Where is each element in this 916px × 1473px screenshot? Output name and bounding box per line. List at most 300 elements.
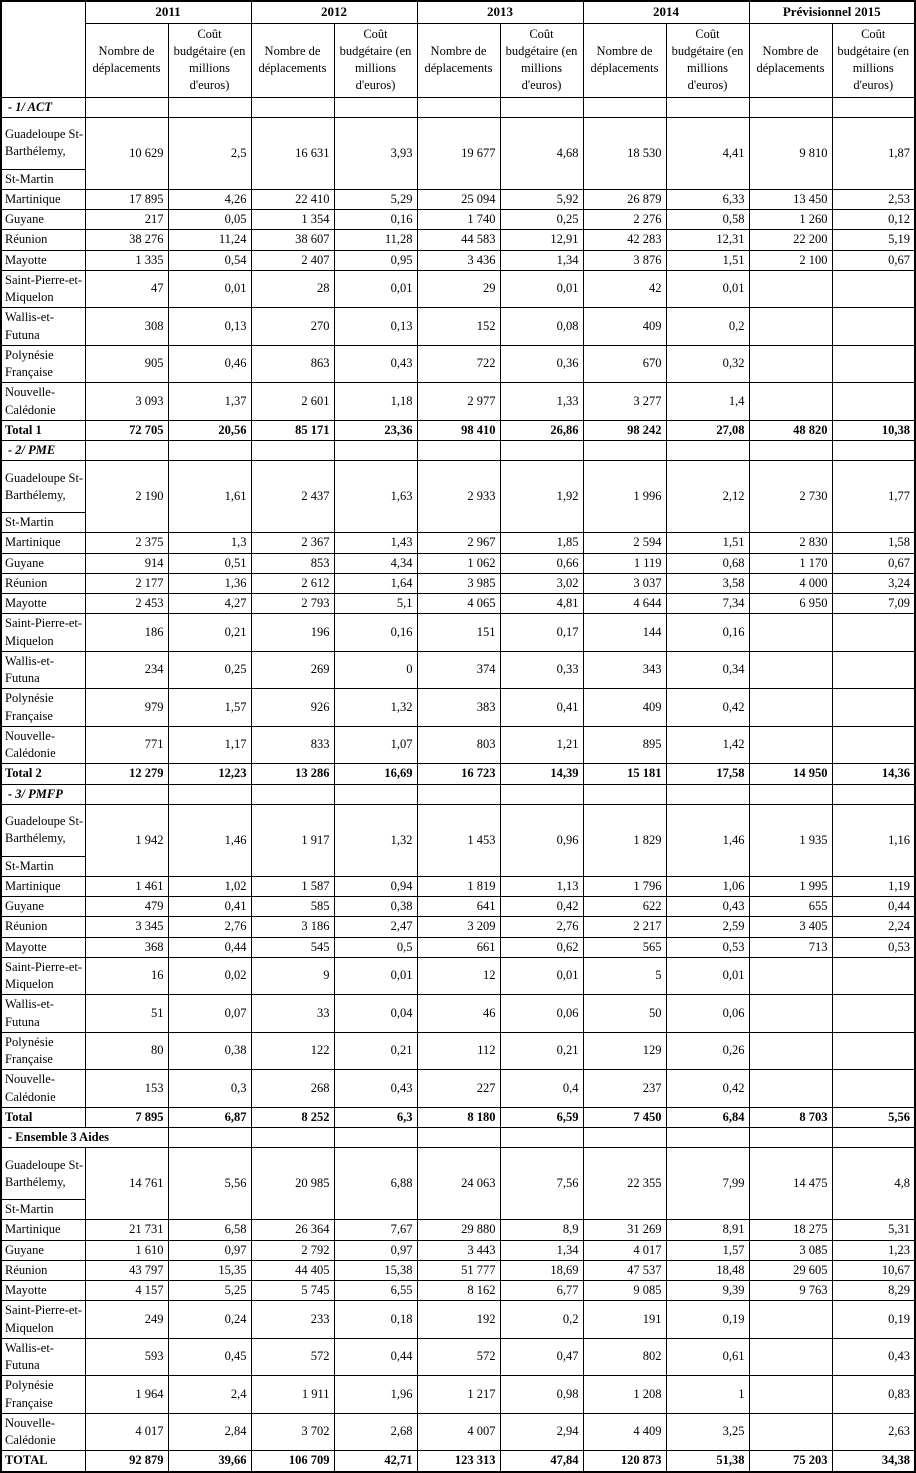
value-cell: 1,34 <box>500 250 583 270</box>
value-cell: 0,01 <box>500 957 583 995</box>
empty-cell <box>168 97 251 117</box>
value-cell: 11,28 <box>334 230 417 250</box>
total-value-cell: 6,3 <box>334 1107 417 1127</box>
row-label: Réunion <box>1 917 85 937</box>
row-label: Saint-Pierre-et-Miquelon <box>1 1301 85 1339</box>
value-cell: 853 <box>251 553 334 573</box>
value-cell: 1,4 <box>666 383 749 421</box>
value-cell: 6,77 <box>500 1281 583 1301</box>
table-row <box>1 1413 915 1451</box>
total-label: TOTAL <box>1 1451 85 1472</box>
value-cell: 3,93 <box>334 117 417 189</box>
value-cell: 2,5 <box>168 117 251 189</box>
empty-cell <box>168 441 251 461</box>
row-label: Nouvelle-Calédonie <box>1 383 85 421</box>
value-cell <box>832 308 915 346</box>
value-cell: 5,31 <box>832 1220 915 1240</box>
total-value-cell: 14,36 <box>832 764 915 784</box>
empty-cell <box>749 784 832 804</box>
table-row <box>1 1281 915 1301</box>
empty-cell <box>417 784 500 804</box>
value-cell: 0,4 <box>500 1070 583 1108</box>
value-cell: 5 745 <box>251 1281 334 1301</box>
value-cell: 191 <box>583 1301 666 1339</box>
total-value-cell: 106 709 <box>251 1451 334 1472</box>
value-cell: 1,46 <box>666 804 749 876</box>
value-cell: 0,16 <box>334 614 417 652</box>
value-cell: 234 <box>85 651 168 689</box>
table-row <box>1 804 915 876</box>
table-row <box>1 573 915 593</box>
value-cell: 1 740 <box>417 210 500 230</box>
value-cell: 1,43 <box>334 533 417 553</box>
value-cell <box>832 614 915 652</box>
value-cell: 3 702 <box>251 1413 334 1451</box>
value-cell: 0,01 <box>500 270 583 308</box>
value-cell: 28 <box>251 270 334 308</box>
total-value-cell: 17,58 <box>666 764 749 784</box>
value-cell: 1,16 <box>832 804 915 876</box>
value-cell: 1,32 <box>334 804 417 876</box>
value-cell: 905 <box>85 345 168 383</box>
value-cell: 16 <box>85 957 168 995</box>
empty-cell <box>417 97 500 117</box>
value-cell: 0,01 <box>168 270 251 308</box>
table-row <box>1 308 915 346</box>
value-cell: 0,06 <box>666 995 749 1033</box>
value-cell: 1 829 <box>583 804 666 876</box>
value-cell: 0,19 <box>666 1301 749 1339</box>
value-cell <box>832 1070 915 1108</box>
value-cell: 0,45 <box>168 1338 251 1376</box>
value-cell: 0 <box>334 651 417 689</box>
row-label: Saint-Pierre-et-Miquelon <box>1 957 85 995</box>
table-row <box>1 689 915 727</box>
empty-cell <box>500 441 583 461</box>
value-cell: 12,31 <box>666 230 749 250</box>
value-cell: 46 <box>417 995 500 1033</box>
row-label-split <box>1 117 85 189</box>
empty-cell <box>666 1128 749 1148</box>
value-cell: 1 217 <box>417 1376 500 1414</box>
row-label: Mayotte <box>1 1281 85 1301</box>
value-cell: 50 <box>583 995 666 1033</box>
value-cell: 0,61 <box>666 1338 749 1376</box>
value-cell: 0,18 <box>334 1301 417 1339</box>
total-value-cell: 8 252 <box>251 1107 334 1127</box>
year-header: 2011 <box>85 1 251 23</box>
value-cell: 2 367 <box>251 533 334 553</box>
value-cell: 1 170 <box>749 553 832 573</box>
value-cell: 196 <box>251 614 334 652</box>
value-cell <box>832 345 915 383</box>
value-cell: 6,33 <box>666 189 749 209</box>
value-cell: 0,21 <box>500 1032 583 1070</box>
value-cell: 2 594 <box>583 533 666 553</box>
value-cell: 7,67 <box>334 1220 417 1240</box>
value-cell: 914 <box>85 553 168 573</box>
value-cell: 47 <box>85 270 168 308</box>
value-cell: 3 209 <box>417 917 500 937</box>
value-cell: 8,29 <box>832 1281 915 1301</box>
value-cell: 0,16 <box>334 210 417 230</box>
value-cell: 0,3 <box>168 1070 251 1108</box>
value-cell: 10 629 <box>85 117 168 189</box>
row-label: Mayotte <box>1 937 85 957</box>
empty-cell <box>334 97 417 117</box>
value-cell: 3 436 <box>417 250 500 270</box>
table-row <box>1 533 915 553</box>
value-cell: 803 <box>417 726 500 764</box>
table-row <box>1 553 915 573</box>
row-label: Saint-Pierre-et-Miquelon <box>1 614 85 652</box>
total-value-cell: 51,38 <box>666 1451 749 1472</box>
table-row <box>1 345 915 383</box>
value-cell: 25 094 <box>417 189 500 209</box>
value-cell: 0,43 <box>334 1070 417 1108</box>
value-cell: 4 409 <box>583 1413 666 1451</box>
subheader-nombre: Nombre de déplacements <box>251 23 334 97</box>
value-cell: 2 793 <box>251 594 334 614</box>
value-cell: 0,53 <box>666 937 749 957</box>
value-cell <box>749 1032 832 1070</box>
value-cell: 3 405 <box>749 917 832 937</box>
value-cell: 22 200 <box>749 230 832 250</box>
empty-cell <box>334 1128 417 1148</box>
value-cell: 1 796 <box>583 876 666 896</box>
value-cell: 409 <box>583 308 666 346</box>
value-cell: 12,91 <box>500 230 583 250</box>
value-cell <box>832 1032 915 1070</box>
value-cell: 1 587 <box>251 876 334 896</box>
value-cell: 6,55 <box>334 1281 417 1301</box>
value-cell: 1 996 <box>583 461 666 533</box>
value-cell: 38 276 <box>85 230 168 250</box>
total-value-cell: 47,84 <box>500 1451 583 1472</box>
empty-cell <box>500 784 583 804</box>
table-row <box>1 230 915 250</box>
value-cell <box>749 345 832 383</box>
row-label: Réunion <box>1 573 85 593</box>
value-cell: 3 093 <box>85 383 168 421</box>
value-cell: 1 819 <box>417 876 500 896</box>
value-cell: 2,47 <box>334 917 417 937</box>
value-cell: 0,24 <box>168 1301 251 1339</box>
row-label: Wallis-et-Futuna <box>1 651 85 689</box>
value-cell <box>749 383 832 421</box>
row-label: Martinique <box>1 189 85 209</box>
value-cell: 8,9 <box>500 1220 583 1240</box>
empty-cell <box>666 441 749 461</box>
value-cell: 565 <box>583 937 666 957</box>
value-cell <box>832 995 915 1033</box>
total-label: Total <box>1 1107 85 1127</box>
row-label-top: Guadeloupe St-Barthélemy, <box>2 1148 85 1200</box>
value-cell: 3,58 <box>666 573 749 593</box>
row-label: Guyane <box>1 1240 85 1260</box>
value-cell: 153 <box>85 1070 168 1108</box>
value-cell: 1 964 <box>85 1376 168 1414</box>
value-cell: 2,4 <box>168 1376 251 1414</box>
value-cell: 0,33 <box>500 651 583 689</box>
row-label: Wallis-et-Futuna <box>1 308 85 346</box>
row-label: Guyane <box>1 210 85 230</box>
value-cell: 0,53 <box>832 937 915 957</box>
subheader-nombre: Nombre de déplacements <box>85 23 168 97</box>
table-body <box>1 97 915 1472</box>
value-cell: 368 <box>85 937 168 957</box>
value-cell: 5,19 <box>832 230 915 250</box>
table-row <box>1 1070 915 1108</box>
value-cell: 1,58 <box>832 533 915 553</box>
value-cell: 9 <box>251 957 334 995</box>
row-label: Polynésie Française <box>1 1032 85 1070</box>
value-cell: 0,2 <box>666 308 749 346</box>
value-cell: 18 275 <box>749 1220 832 1240</box>
value-cell: 4 017 <box>583 1240 666 1260</box>
value-cell: 0,44 <box>832 897 915 917</box>
total-value-cell: 16,69 <box>334 764 417 784</box>
row-label: Polynésie Française <box>1 689 85 727</box>
value-cell: 0,01 <box>666 957 749 995</box>
header-sub-row <box>1 23 915 97</box>
total-value-cell: 26,86 <box>500 420 583 440</box>
value-cell: 0,67 <box>832 250 915 270</box>
value-cell: 479 <box>85 897 168 917</box>
row-label: Wallis-et-Futuna <box>1 995 85 1033</box>
value-cell: 0,13 <box>168 308 251 346</box>
value-cell: 1,3 <box>168 533 251 553</box>
total-value-cell: 5,56 <box>832 1107 915 1127</box>
value-cell: 0,44 <box>168 937 251 957</box>
year-header: 2013 <box>417 1 583 23</box>
table-row <box>1 383 915 421</box>
value-cell: 1,13 <box>500 876 583 896</box>
value-cell: 9 763 <box>749 1281 832 1301</box>
value-cell: 33 <box>251 995 334 1033</box>
empty-cell <box>251 1128 334 1148</box>
value-cell: 144 <box>583 614 666 652</box>
value-cell: 722 <box>417 345 500 383</box>
row-label: Martinique <box>1 876 85 896</box>
value-cell <box>749 1376 832 1414</box>
value-cell: 0,58 <box>666 210 749 230</box>
value-cell <box>749 726 832 764</box>
value-cell: 4 017 <box>85 1413 168 1451</box>
total-value-cell: 8 180 <box>417 1107 500 1127</box>
total-value-cell: 12 279 <box>85 764 168 784</box>
table-row <box>1 250 915 270</box>
empty-cell <box>251 441 334 461</box>
total-row <box>1 764 915 784</box>
row-label: Saint-Pierre-et-Miquelon <box>1 270 85 308</box>
empty-cell <box>832 1128 915 1148</box>
table-row <box>1 594 915 614</box>
table-row <box>1 117 915 189</box>
value-cell: 22 410 <box>251 189 334 209</box>
value-cell: 1,77 <box>832 461 915 533</box>
value-cell: 2 967 <box>417 533 500 553</box>
value-cell: 1 208 <box>583 1376 666 1414</box>
section-header-row <box>1 784 915 804</box>
value-cell: 152 <box>417 308 500 346</box>
value-cell: 13 450 <box>749 189 832 209</box>
value-cell: 1,34 <box>500 1240 583 1260</box>
row-label-top: Guadeloupe St-Barthélemy, <box>2 118 85 170</box>
total-value-cell: 72 705 <box>85 420 168 440</box>
total-value-cell: 14,39 <box>500 764 583 784</box>
value-cell: 833 <box>251 726 334 764</box>
value-cell <box>749 270 832 308</box>
value-cell: 42 283 <box>583 230 666 250</box>
value-cell <box>749 957 832 995</box>
value-cell: 5,56 <box>168 1148 251 1220</box>
value-cell: 5 <box>583 957 666 995</box>
value-cell: 2,63 <box>832 1413 915 1451</box>
value-cell: 572 <box>417 1338 500 1376</box>
value-cell <box>749 1413 832 1451</box>
section-title: - 1/ ACT <box>1 97 85 117</box>
total-value-cell: 98 410 <box>417 420 500 440</box>
value-cell: 0,43 <box>334 345 417 383</box>
value-cell <box>749 995 832 1033</box>
value-cell: 2,84 <box>168 1413 251 1451</box>
table-row <box>1 614 915 652</box>
value-cell: 3,24 <box>832 573 915 593</box>
value-cell: 2 612 <box>251 573 334 593</box>
value-cell: 1,18 <box>334 383 417 421</box>
total-value-cell: 6,59 <box>500 1107 583 1127</box>
value-cell: 38 607 <box>251 230 334 250</box>
table-head <box>1 1 915 97</box>
value-cell: 572 <box>251 1338 334 1376</box>
row-label: Nouvelle-Calédonie <box>1 1413 85 1451</box>
value-cell: 0,12 <box>832 210 915 230</box>
value-cell: 4,68 <box>500 117 583 189</box>
value-cell <box>832 270 915 308</box>
value-cell: 1 610 <box>85 1240 168 1260</box>
value-cell: 4 065 <box>417 594 500 614</box>
value-cell: 0,42 <box>666 1070 749 1108</box>
empty-cell <box>583 441 666 461</box>
value-cell: 0,05 <box>168 210 251 230</box>
value-cell: 3 443 <box>417 1240 500 1260</box>
value-cell: 2,53 <box>832 189 915 209</box>
value-cell: 1,32 <box>334 689 417 727</box>
empty-cell <box>666 97 749 117</box>
subheader-cout: Coût budgétaire (en millions d'euros) <box>334 23 417 97</box>
table-row <box>1 917 915 937</box>
value-cell: 1 119 <box>583 553 666 573</box>
year-header: Prévisionnel 2015 <box>749 1 915 23</box>
total-value-cell: 13 286 <box>251 764 334 784</box>
value-cell: 51 777 <box>417 1260 500 1280</box>
value-cell: 1,36 <box>168 573 251 593</box>
value-cell: 0,34 <box>666 651 749 689</box>
value-cell <box>832 726 915 764</box>
value-cell: 0,38 <box>334 897 417 917</box>
value-cell: 29 605 <box>749 1260 832 1280</box>
value-cell: 5,92 <box>500 189 583 209</box>
value-cell: 0,83 <box>832 1376 915 1414</box>
subheader-cout: Coût budgétaire (en millions d'euros) <box>832 23 915 97</box>
value-cell: 0,17 <box>500 614 583 652</box>
value-cell: 802 <box>583 1338 666 1376</box>
value-cell: 0,25 <box>500 210 583 230</box>
value-cell: 2 177 <box>85 573 168 593</box>
value-cell: 31 269 <box>583 1220 666 1240</box>
value-cell: 1 062 <box>417 553 500 573</box>
value-cell: 0,94 <box>334 876 417 896</box>
value-cell: 249 <box>85 1301 168 1339</box>
value-cell: 11,24 <box>168 230 251 250</box>
empty-cell <box>334 441 417 461</box>
value-cell: 0,08 <box>500 308 583 346</box>
table-row <box>1 1220 915 1240</box>
value-cell: 0,38 <box>168 1032 251 1070</box>
value-cell <box>749 651 832 689</box>
table-row <box>1 461 915 533</box>
value-cell: 3 037 <box>583 573 666 593</box>
value-cell: 1,96 <box>334 1376 417 1414</box>
value-cell <box>832 957 915 995</box>
total-value-cell: 6,87 <box>168 1107 251 1127</box>
value-cell: 1,23 <box>832 1240 915 1260</box>
table-row <box>1 957 915 995</box>
value-cell: 151 <box>417 614 500 652</box>
value-cell: 0,21 <box>168 614 251 652</box>
value-cell: 4,41 <box>666 117 749 189</box>
section-title: - 3/ PMFP <box>1 784 85 804</box>
value-cell: 7,56 <box>500 1148 583 1220</box>
table-row <box>1 651 915 689</box>
value-cell: 14 475 <box>749 1148 832 1220</box>
row-label: Guyane <box>1 897 85 917</box>
value-cell: 7,99 <box>666 1148 749 1220</box>
value-cell: 2 190 <box>85 461 168 533</box>
value-cell: 2 276 <box>583 210 666 230</box>
total-label: Total 1 <box>1 420 85 440</box>
value-cell: 6,58 <box>168 1220 251 1240</box>
empty-cell <box>500 97 583 117</box>
section-title: - Ensemble 3 Aides <box>1 1128 168 1148</box>
value-cell: 0,96 <box>500 804 583 876</box>
value-cell: 1,17 <box>168 726 251 764</box>
value-cell: 0,04 <box>334 995 417 1033</box>
value-cell: 1 260 <box>749 210 832 230</box>
value-cell: 2,68 <box>334 1413 417 1451</box>
table-row <box>1 270 915 308</box>
value-cell: 8,91 <box>666 1220 749 1240</box>
value-cell: 2 375 <box>85 533 168 553</box>
value-cell: 2,76 <box>500 917 583 937</box>
value-cell: 0,97 <box>168 1240 251 1260</box>
value-cell: 51 <box>85 995 168 1033</box>
value-cell: 655 <box>749 897 832 917</box>
value-cell: 1 995 <box>749 876 832 896</box>
value-cell: 3 277 <box>583 383 666 421</box>
value-cell: 0,98 <box>500 1376 583 1414</box>
value-cell: 1,02 <box>168 876 251 896</box>
subheader-cout: Coût budgétaire (en millions d'euros) <box>666 23 749 97</box>
value-cell: 14 761 <box>85 1148 168 1220</box>
value-cell: 18,69 <box>500 1260 583 1280</box>
value-cell: 80 <box>85 1032 168 1070</box>
value-cell: 4,8 <box>832 1148 915 1220</box>
value-cell: 0,68 <box>666 553 749 573</box>
row-label-split <box>1 1148 85 1220</box>
value-cell: 42 <box>583 270 666 308</box>
